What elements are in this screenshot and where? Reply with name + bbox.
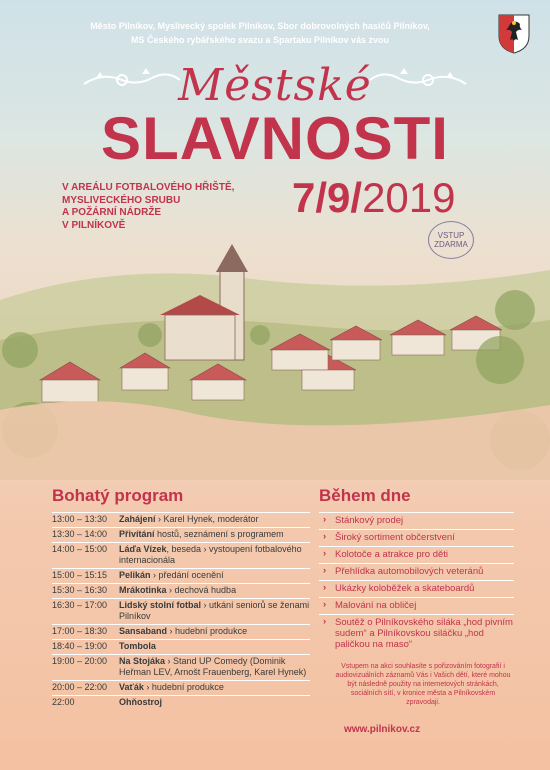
schedule-desc: Zahájení › Karel Hynek, moderátor xyxy=(119,514,259,524)
schedule-time: 22:00 xyxy=(52,697,75,707)
schedule-time: 13:00 – 13:30 xyxy=(52,514,108,524)
title-line-1: Městské xyxy=(178,60,372,111)
day-item: › Soutěž o Pilníkovského siláka „hod pivním sudem“ a Pilníkovskou siláčku „hod paličkou na maso“ xyxy=(319,614,514,653)
schedule-time: 16:30 – 17:00 xyxy=(52,600,108,610)
schedule-desc: Přivítání hostů, seznámení s programem xyxy=(119,529,284,539)
day-item: › Stánkový prodej xyxy=(319,512,514,529)
date-day: 7/9/ xyxy=(292,174,363,221)
schedule-row xyxy=(52,568,310,583)
schedule-row xyxy=(52,583,310,598)
schedule-row xyxy=(52,654,310,680)
consent-note: Vstupem na akci souhlasíte s pořizováním fotografií i audiovizuálních záznamů Vás i Vašich dětí, které mohou být následně použity na internetových stránkách, sociálních sítí, v kronice města a Pilníkovském zpravodaji. xyxy=(335,663,511,706)
day-item: › Ukázky koloběžek a skateboardů xyxy=(319,580,514,597)
schedule-desc: Mrákotinka › dechová hudba xyxy=(119,585,237,595)
schedule-desc: Pelikán › předání ocenění xyxy=(119,570,224,580)
schedule-row xyxy=(52,512,310,527)
schedule-row xyxy=(52,624,310,639)
town-crest-icon xyxy=(498,14,530,54)
day-item: › Malování na obličej xyxy=(319,597,514,614)
schedule-row xyxy=(52,542,310,568)
town-illustration xyxy=(0,240,550,480)
schedule-desc: Ohňostroj xyxy=(119,697,162,707)
venue-text xyxy=(62,182,234,232)
schedule-time: 15:00 – 15:15 xyxy=(52,570,108,580)
inviters-line-2: MS Českého rybářského svazu a Spartaku Pilníkov vás zvou xyxy=(130,35,390,45)
day-item: › Kolotoče a atrakce pro děti xyxy=(319,546,514,563)
program-schedule xyxy=(52,512,310,710)
venue-line: MYSLIVECKÉHO SRUBU xyxy=(62,194,181,206)
schedule-time: 20:00 – 22:00 xyxy=(52,682,108,692)
schedule-desc: Láďa Vízek, beseda › vystoupení fotbalového internacionála xyxy=(119,544,302,565)
event-date xyxy=(292,174,456,222)
schedule-time: 15:30 – 16:30 xyxy=(52,585,108,595)
day-item: › Široký sortiment občerstvení xyxy=(319,529,514,546)
venue-line: A POŽÁRNÍ NÁDRŽE xyxy=(62,207,162,218)
schedule-row xyxy=(52,639,310,654)
title-line-2: SLAVNOSTI xyxy=(101,105,449,172)
schedule-time: 17:00 – 18:30 xyxy=(52,626,108,636)
inviters-text xyxy=(60,19,460,47)
day-item: › Přehlídka automobilových veteránů xyxy=(319,563,514,580)
during-day-list xyxy=(319,512,514,653)
schedule-desc: Na Stojáka › Stand UP Comedy (Dominik Heřman LEV, Arnošt Frauenberg, Karel Hynek) xyxy=(119,656,307,677)
during-day-heading: Během dne xyxy=(319,486,411,505)
program-heading: Bohatý program xyxy=(52,486,184,505)
schedule-time: 18:40 – 19:00 xyxy=(52,641,108,651)
schedule-desc: Lidský stolní fotbal › utkání seniorů se ženami Pilníkov xyxy=(119,600,310,621)
venue-line: V PILNÍKOVĚ xyxy=(62,219,126,231)
schedule-desc: Sansaband › hudební produkce xyxy=(119,626,248,636)
schedule-desc: Vaťák › hudební produkce xyxy=(119,682,224,692)
schedule-desc: Tombola xyxy=(119,641,156,651)
schedule-time: 19:00 – 20:00 xyxy=(52,656,108,666)
schedule-row xyxy=(52,695,310,710)
schedule-time: 14:00 – 15:00 xyxy=(52,544,108,554)
schedule-row xyxy=(52,598,310,624)
badge-line-1: VSTUP xyxy=(437,231,465,240)
date-year: 2019 xyxy=(362,174,456,221)
schedule-time: 13:30 – 14:00 xyxy=(52,529,108,539)
venue-line: V AREÁLU FOTBALOVÉHO HŘIŠTĚ, xyxy=(62,182,235,193)
website-link[interactable]: www.pilnikov.cz xyxy=(344,724,421,735)
badge-line-2: ZDARMA xyxy=(434,240,468,249)
schedule-row xyxy=(52,527,310,542)
inviters-line-1: Město Pilníkov, Myslivecký spolek Pilníkov, Sbor dobrovolných hasičů Pilníkov, xyxy=(90,21,430,31)
schedule-row xyxy=(52,680,310,695)
